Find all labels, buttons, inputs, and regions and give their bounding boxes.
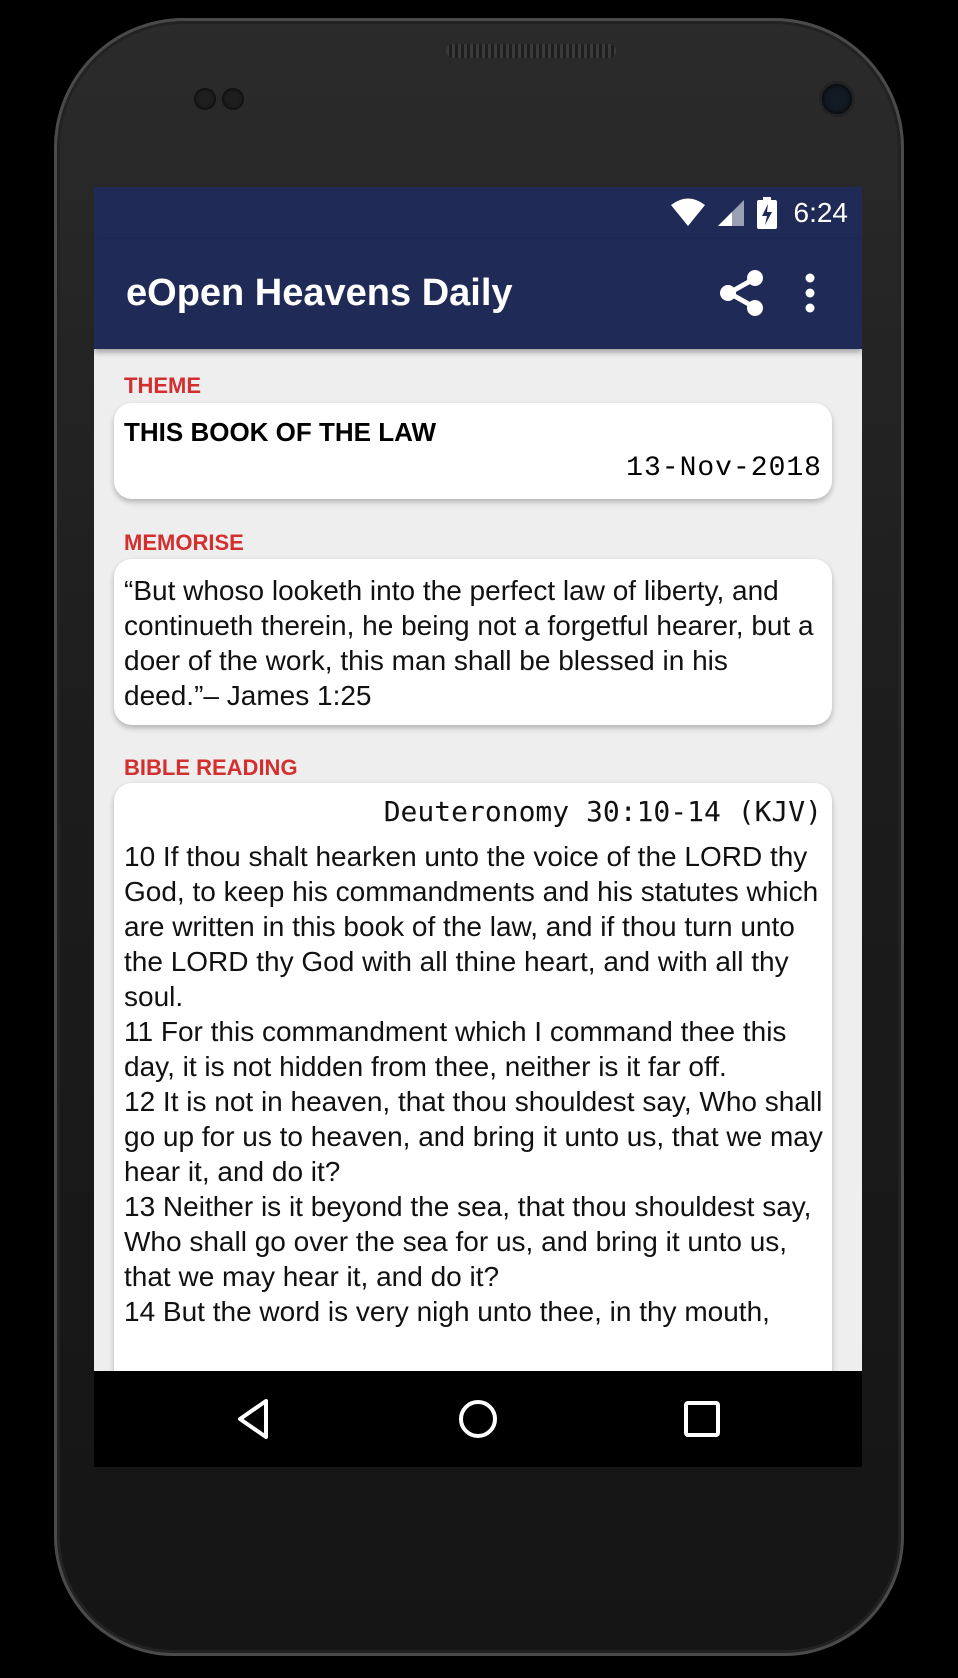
theme-card xyxy=(114,403,832,499)
content-scroll[interactable] xyxy=(94,349,862,1467)
theme-date: 13-Nov-2018 xyxy=(626,453,822,484)
app-bar xyxy=(94,239,862,349)
verse-10: 10 If thou shalt hearken unto the voice of the LORD thy God, to keep his commandments and his statutes which are written in this book of the law, and if thou turn unto the LORD thy God with all thine heart, and with all thy soul. xyxy=(124,841,819,1012)
status-bar xyxy=(94,187,862,239)
wifi-icon xyxy=(670,198,706,228)
theme-title: THIS BOOK OF THE LAW xyxy=(124,417,436,447)
verse-11: 11 For this commandment which I command thee this day, it is not hidden from thee, neither is it far off. xyxy=(124,1016,787,1082)
verse-14: 14 But the word is very nigh unto thee, in thy mouth, xyxy=(124,1296,770,1327)
earpiece-speaker xyxy=(446,44,616,58)
memorise-text: “But whoso looketh into the perfect law of liberty, and continueth therein, he being not a forgetful hearer, but a doer of the work, this man shall be blessed in his deed.”– James 1:25 xyxy=(124,575,814,711)
bible-reading-label: BIBLE READING xyxy=(124,755,298,780)
home-icon[interactable] xyxy=(454,1395,502,1443)
bible-reading-card xyxy=(114,783,832,1403)
verse-12: 12 It is not in heaven, that thou shouldest say, Who shall go up for us to heaven, and bring it unto us, that we may hear it, and do it? xyxy=(124,1086,823,1187)
light-sensor xyxy=(222,88,244,110)
battery-charging-icon xyxy=(756,197,778,229)
memorise-label: MEMORISE xyxy=(124,530,244,555)
reading-text xyxy=(124,839,824,1329)
more-vert-icon[interactable] xyxy=(794,265,826,321)
navigation-bar xyxy=(94,1371,862,1467)
recents-icon[interactable] xyxy=(678,1395,726,1443)
app-title: eOpen Heavens Daily xyxy=(126,272,513,314)
reading-reference: Deuteronomy 30:10-14 (KJV) xyxy=(383,795,822,828)
proximity-sensor xyxy=(194,88,216,110)
back-icon[interactable] xyxy=(230,1395,278,1443)
verse-13: 13 Neither is it beyond the sea, that thou shouldest say, Who shall go over the sea for us, and bring it unto us, that we may hear it, and do it? xyxy=(124,1191,812,1292)
status-time: 6:24 xyxy=(793,197,848,228)
screen xyxy=(94,187,862,1467)
front-camera xyxy=(822,84,852,114)
theme-label: THEME xyxy=(124,373,201,398)
signal-icon xyxy=(716,198,746,228)
memorise-card xyxy=(114,559,832,725)
share-icon[interactable] xyxy=(714,265,770,321)
